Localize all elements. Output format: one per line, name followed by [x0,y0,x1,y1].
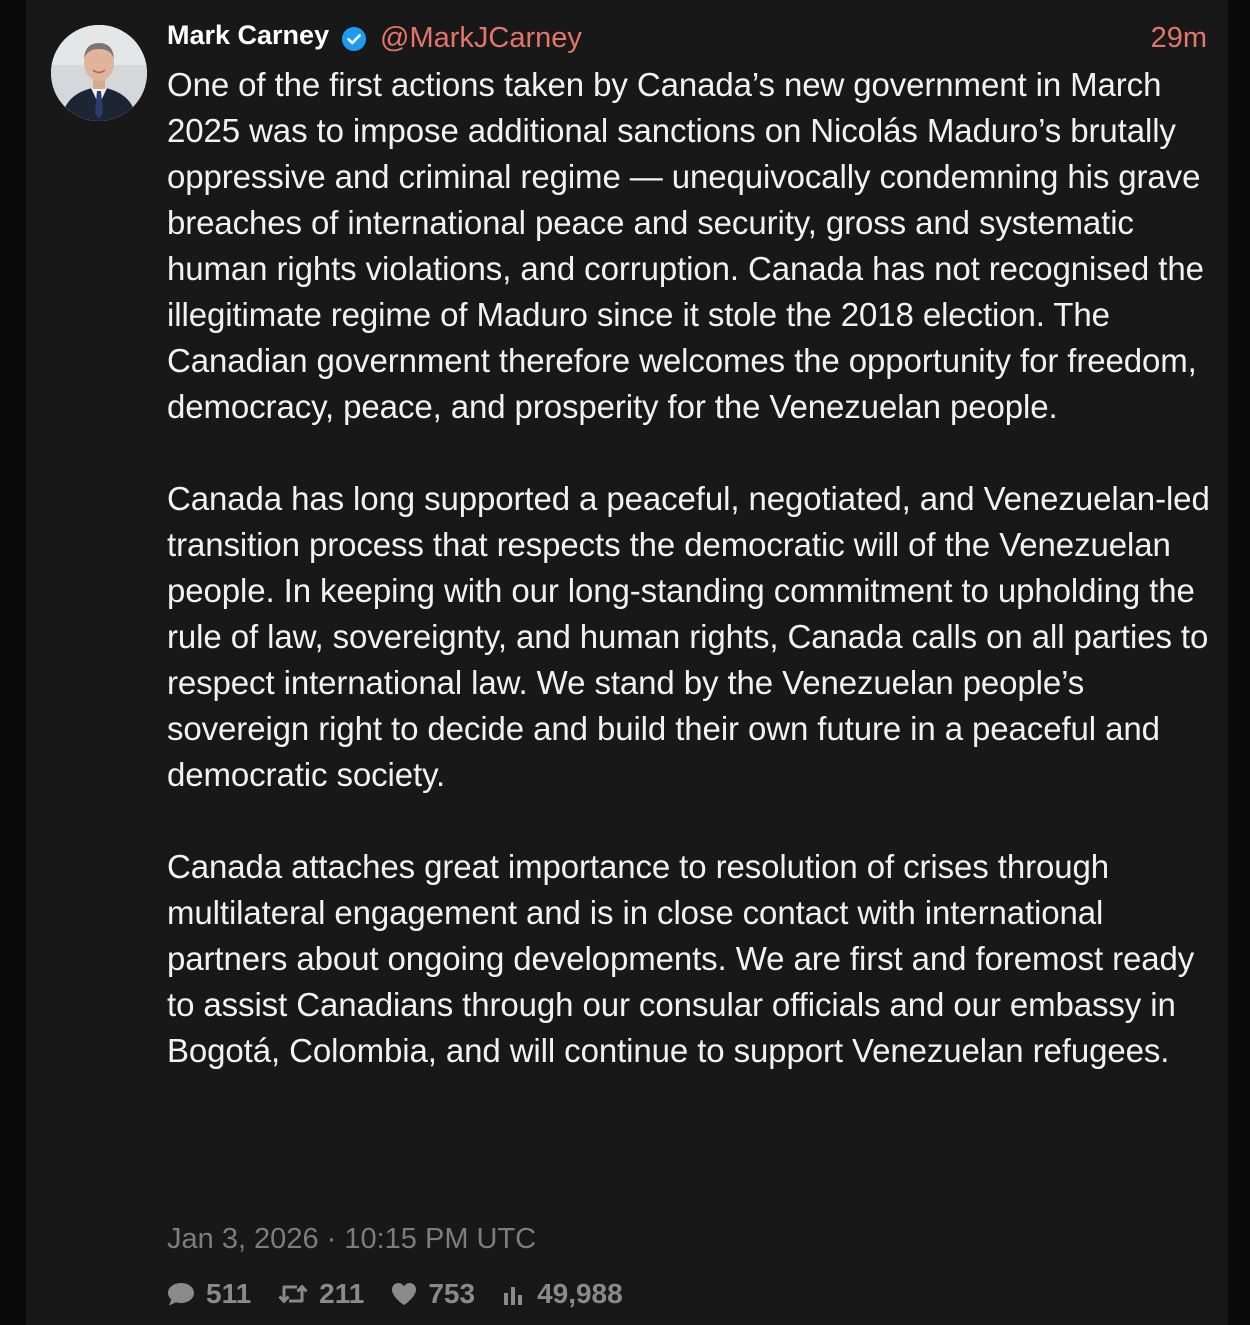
reply-icon [166,1281,196,1307]
retweet-count: 211 [319,1278,365,1309]
time-ago[interactable]: 29m [1150,22,1207,54]
tweet-text [167,62,1217,1074]
engagement-bar [166,1274,649,1314]
avatar[interactable] [51,25,147,121]
reply-count: 511 [206,1278,252,1309]
tweet-paragraph: One of the first actions taken by Canada’s new government in March 2025 was to impose additional sanctions on Nicolás Maduro’s brutally oppressive and criminal regime — unequivocally condemning his grave breaches of international peace and security, gross and systematic human rights violations, and corruption. Canada has not recognised the illegitimate regime of Maduro since it stole the 2018 election. The Canadian government therefore welcomes the opportunity for freedom, democracy, peace, and prosperity for the Venezuelan people. [167,66,1204,425]
tweet-timestamp[interactable]: Jan 3, 2026 · 10:15 PM UTC [167,1223,537,1255]
like-count: 753 [428,1278,476,1309]
tweet-header [167,18,1207,58]
like-icon [390,1281,418,1307]
tweet-paragraph: Canada has long supported a peaceful, negotiated, and Venezuelan-led transition process that respects the democratic will of the Venezuelan people. In keeping with our long-standing commitment to upholding the rule of law, sovereignty, and human rights, Canada calls on all parties to respect international law. We stand by the Venezuelan people’s sovereign right to decide and build their own future in a peaceful and democratic society. [167,480,1210,793]
tweet-paragraph: Canada attaches great importance to resolution of crises through multilateral engagement and is in close contact with international partners about ongoing developments. We are first and foremost ready to assist Canadians through our consular officials and our embassy in Bogotá, Colombia, and will continue to support Venezuelan refugees. [167,848,1195,1069]
author-handle[interactable]: @MarkJCarney [380,22,582,54]
verified-badge-icon [341,26,367,52]
like-button[interactable] [390,1278,475,1310]
views-button[interactable] [501,1278,623,1310]
retweet-button[interactable] [277,1278,364,1310]
views-count: 49,988 [537,1278,623,1309]
author-name[interactable]: Mark Carney [167,20,330,50]
views-icon [501,1281,527,1307]
reply-button[interactable] [166,1278,251,1310]
retweet-icon [277,1281,309,1307]
